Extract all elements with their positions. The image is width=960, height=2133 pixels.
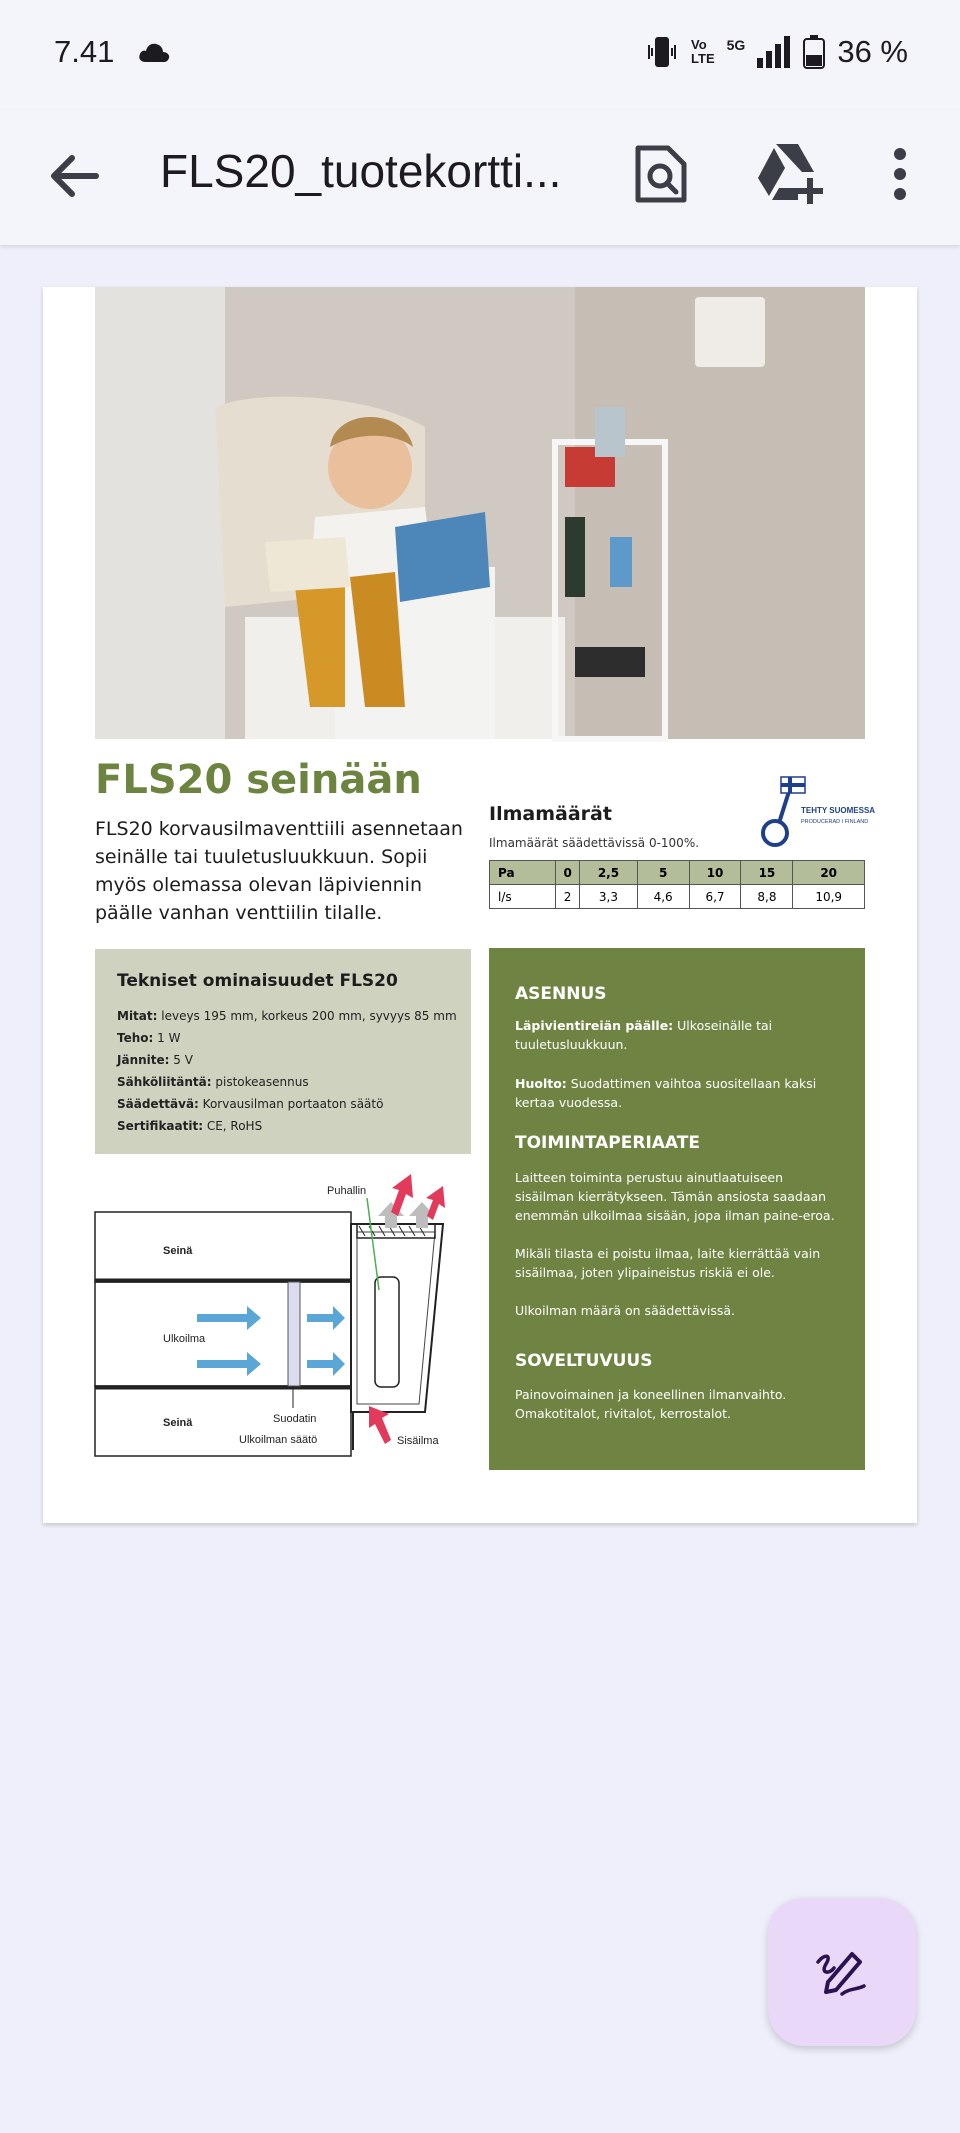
logo-text-2: PRODUCERAD I FINLAND [801, 819, 869, 825]
draw-pen-icon [812, 1942, 872, 2002]
spec-key: Jännite: [117, 1053, 170, 1067]
battery-icon [803, 35, 825, 69]
table-row [490, 861, 865, 885]
installation-value-1: Ulkoseinälle tai tuuletusluukkuun. [515, 1018, 773, 1052]
table-cell: 8,8 [741, 885, 793, 909]
ventilation-diagram [95, 1172, 471, 1462]
table-cell: 10 [689, 861, 741, 885]
table-cell: 15 [741, 861, 793, 885]
product-photo [95, 287, 865, 739]
section-heading-installation: ASENNUS [515, 984, 607, 1004]
spec-key: Säädettävä: [117, 1097, 199, 1111]
spec-item [117, 1049, 457, 1071]
specs-title: Tekniset ominaisuudet FLS20 [117, 971, 398, 991]
section-heading-suitability: SOVELTUVUUS [515, 1351, 653, 1371]
diagram-label-wall-bottom: Seinä [163, 1417, 193, 1429]
section-heading-principle: TOIMINTAPERIAATE [515, 1133, 700, 1153]
installation-key-1: Läpivientireiän päälle: [515, 1018, 674, 1033]
principle-text-2: Mikäli tilasta ei poistu ilmaa, laite kierrättää vain sisäilmaa, joten ylipaineistus riskiä ei ole. [515, 1246, 821, 1280]
add-to-drive-icon[interactable] [754, 140, 824, 206]
spec-item [117, 1115, 457, 1137]
volte-indicator [691, 38, 715, 66]
signal-icon [757, 36, 791, 68]
vibrate-icon [645, 35, 679, 69]
principle-text-1: Laitteen toiminta perustuu ainutlaatuiseen sisäilman kierrätykseen. Tämän ansiosta saadaan enemmän ulkoilmaa sisään, jopa ilman paine-eroa. [515, 1170, 835, 1223]
specs-list [117, 1005, 457, 1137]
table-cell: 3,3 [580, 885, 638, 909]
document-title: FLS20_tuotekortti... [160, 145, 562, 197]
table-cell: Pa [490, 861, 556, 885]
battery-percent: 36 % [837, 34, 908, 69]
status-time: 7.41 [54, 34, 115, 69]
table-cell: 6,7 [689, 885, 741, 909]
back-arrow-icon[interactable] [44, 144, 108, 208]
installation-value-2: Suodattimen vaihtoa suositellaan kaksi kertaa vuodessa. [515, 1076, 817, 1110]
made-in-finland-logo [765, 775, 876, 849]
info-panel [489, 948, 865, 1470]
spec-item [117, 1027, 457, 1049]
volte-bottom-label: LTE [691, 51, 715, 66]
airflow-title: Ilmamäärät [489, 803, 612, 825]
diagram-label-indoor: Sisäilma [397, 1435, 439, 1447]
pdf-page[interactable] [43, 287, 917, 1523]
table-cell: l/s [490, 885, 556, 909]
spec-value: 5 V [169, 1053, 193, 1067]
table-cell: 5 [637, 861, 689, 885]
spec-value: 1 W [153, 1031, 181, 1045]
spec-value: pistokeasennus [211, 1075, 309, 1089]
spec-key: Sähköliitäntä: [117, 1075, 212, 1089]
diagram-label-outdoor: Ulkoilma [163, 1333, 206, 1345]
spec-item [117, 1093, 457, 1115]
volte-top-label: Vo [691, 37, 707, 52]
diagram-label-fan: Puhallin [327, 1185, 367, 1197]
diagram-label-filter: Suodatin [273, 1413, 317, 1425]
product-intro: FLS20 korvausilmaventtiili asennetaan seinälle tai tuuletusluukkuun. Sopii myös olemassa olevan läpiviennin päälle vanhan venttiilin tilalle. [95, 818, 463, 924]
more-options-icon[interactable] [876, 142, 924, 206]
spec-value: Korvausilman portaaton säätö [198, 1097, 384, 1111]
diagram-label-outdoor-control: Ulkoilman säätö [239, 1434, 318, 1446]
airflow-subtitle: Ilmamäärät säädettävissä 0-100%. [489, 836, 700, 850]
product-heading: FLS20 seinään [95, 757, 422, 803]
annotate-fab-button[interactable] [768, 1898, 916, 2046]
spec-key: Sertifikaatit: [117, 1119, 204, 1133]
table-cell: 20 [793, 861, 865, 885]
app-toolbar [0, 110, 960, 245]
table-cell: 10,9 [793, 885, 865, 909]
cloud-icon [138, 42, 170, 62]
spec-item [117, 1005, 457, 1027]
suitability-text: Painovoimainen ja koneellinen ilmanvaihto. Omakotitalot, rivitalot, kerrostalot. [515, 1387, 787, 1421]
spec-value: leveys 195 mm, korkeus 200 mm, syvyys 85 mm [157, 1009, 457, 1023]
status-bar [0, 0, 960, 110]
installation-text-1 [515, 1016, 845, 1054]
network-label: 5G [726, 37, 746, 53]
table-cell: 4,6 [637, 885, 689, 909]
installation-key-2: Huolto: [515, 1076, 567, 1091]
principle-text-3: Ulkoilman määrä on säädettävissä. [515, 1303, 736, 1318]
search-in-document-icon[interactable] [632, 142, 692, 206]
installation-text-2 [515, 1074, 845, 1112]
table-cell: 2 [556, 885, 580, 909]
table-cell: 0 [556, 861, 580, 885]
spec-value: CE, RoHS [203, 1119, 263, 1133]
spec-item [117, 1071, 457, 1093]
technical-specs-box [95, 949, 471, 1154]
airflow-table [489, 860, 865, 909]
logo-text-1: TEHTY SUOMESSA [801, 806, 876, 815]
table-row [490, 885, 865, 909]
diagram-label-wall-top: Seinä [163, 1245, 193, 1257]
table-cell: 2,5 [580, 861, 638, 885]
spec-key: Mitat: [117, 1009, 158, 1023]
spec-key: Teho: [117, 1031, 154, 1045]
